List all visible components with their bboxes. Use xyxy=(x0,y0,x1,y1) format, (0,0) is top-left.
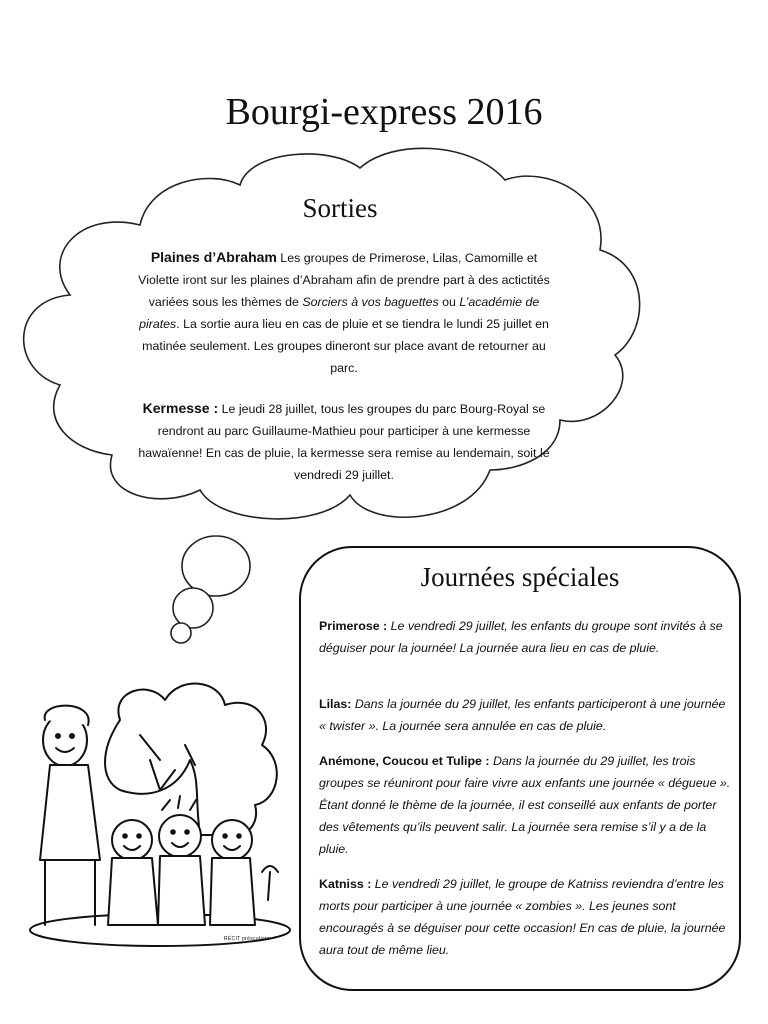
children-tree-drawing xyxy=(30,684,290,946)
page-title: Bourgi-express 2016 xyxy=(225,91,543,133)
journee-katniss xyxy=(319,873,731,961)
journee-lilas xyxy=(319,693,731,737)
journee-primerose xyxy=(319,615,731,659)
journee-text: Dans la journée du 29 juillet, les trois groupes se réuniront pour faire vivre aux enfants une journée « dégueue ». Étant donné le thème de la journée, il est conseillé aux enfants de porter des vêtements qu’ils peuvent salir. La journée sera remise s’il y a de la pluie. xyxy=(319,754,731,856)
sorties-heading: Sorties xyxy=(302,193,378,223)
thought-bubbles xyxy=(171,536,250,643)
journee-label: Anémone, Coucou et Tulipe : xyxy=(319,754,490,768)
illustration-credit: RÉCIT préscolaire xyxy=(224,936,270,942)
sortie-theme: Sorciers à vos baguettes xyxy=(302,295,439,309)
sortie-text: ou xyxy=(438,295,460,309)
sortie-plaines-abraham xyxy=(136,246,552,379)
sortie-text: Le jeudi 28 juillet, tous les groupes du parc Bourg-Royal se rendront au parc Guillaume-Mathieu pour participer à une kermesse hawaïenne! En cas de pluie, la kermesse sera remise au lendemain, soit le vendredi 29 juillet. xyxy=(138,402,550,482)
sortie-text: Les groupes de Primerose, Lilas, Camomille et Violette iront sur les plaines d’Abraham afin de prendre part à des actictités variées sous les thèmes de xyxy=(138,251,550,309)
sortie-label: Plaines d’Abraham xyxy=(150,249,277,265)
journee-text: Le vendredi 29 juillet, le groupe de Katniss reviendra d’entre les morts pour participer à une journée « zombies ». Les jeunes sont encouragés à se déguiser pour cette occasion! En cas de pluie, la journée aura tout de même lieu. xyxy=(319,877,726,957)
journees-heading: Journées spéciales xyxy=(420,562,620,592)
journee-label: Primerose : xyxy=(319,619,388,633)
sortie-kermesse xyxy=(136,397,552,486)
journee-label: Lilas: xyxy=(319,697,352,711)
journee-anemone-coucou-tulipe xyxy=(319,750,731,860)
sortie-text: . La sortie aura lieu en cas de pluie et se tiendra le lundi 25 juillet en matinée seulement. Les groupes dineront sur place avant de retourner au parc. xyxy=(142,317,549,375)
sortie-label: Kermesse : xyxy=(142,400,219,416)
journee-text: Le vendredi 29 juillet, les enfants du groupe sont invités à se déguiser pour la journée! La journée aura lieu en cas de pluie. xyxy=(319,619,723,655)
journee-text: Dans la journée du 29 juillet, les enfants participeront à une journée « twister ». La journée sera annulée en cas de pluie. xyxy=(319,697,726,733)
sortie-theme: L’académie de pirates xyxy=(139,295,540,331)
journee-label: Katniss : xyxy=(319,877,372,891)
